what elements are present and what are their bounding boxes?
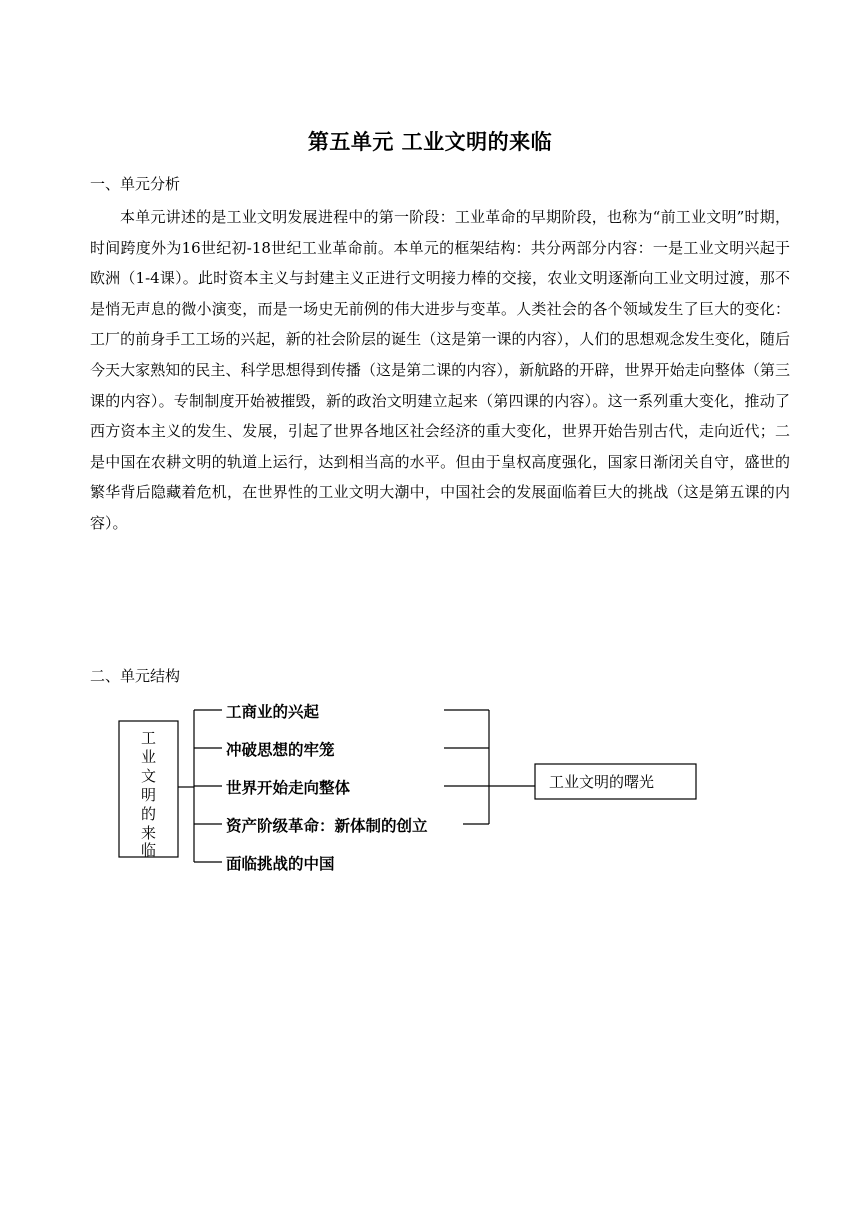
root-char: 业 [140, 748, 157, 766]
page-title: 第五单元 工业文明的来临 [307, 130, 553, 154]
branch-label-revolution: 资产阶级革命：新体制的创立 [226, 817, 428, 835]
root-char: 明 [140, 786, 157, 804]
root-char: 工 [140, 729, 157, 747]
branch-label-commerce: 工商业的兴起 [226, 703, 320, 721]
root-char: 文 [140, 767, 157, 785]
result-label: 工业文明的曙光 [549, 773, 655, 791]
section-heading-analysis: 一、单元分析 [90, 175, 181, 193]
branch-label-china: 面临挑战的中国 [226, 855, 335, 873]
branch-label-world: 世界开始走向整体 [226, 779, 351, 797]
root-char: 临 [140, 841, 157, 859]
section-heading-structure: 二、单元结构 [90, 667, 181, 685]
analysis-paragraph: 本单元讲述的是工业文明发展进程中的第一阶段：工业革命的早期阶段，也称为“前工业文明”时期，时间跨度外为16世纪初-18世纪工业革命前。本单元的框架结构：共分两部分内容：一是工业文明兴起于欧洲（1-4课）。此时资本主义与封建主义正进行文明接力棒的交接，农业文明逐渐向工业文明过渡，那不是悄无声息的微小演变，而是一场史无前例的伟大进步与变革。人类社会的各个领域发生了巨大的变化：工厂的前身手工工场的兴起，新的社会阶层的诞生（这是第一课的内容），人们的思想观念发生变化，随后今天大家熟知的民主、科学思想得到传播（这是第二课的内容），新航路的开辟，世界开始走向整体（第三课的内容）。专制制度开始被摧毁，新的政治文明建立起来（第四课的内容）。这一系列重大变化，推动了西方资本主义的发生、发展，引起了世界各地区社会经济的重大变化，世界开始告别古代，走向近代；二是中国在农耕文明的轨道上运行，达到相当高的水平。但由于皇权高度强化，国家日渐闭关自守，盛世的繁华背后隐藏着危机，在世界性的工业文明大潮中，中国社会的发展面临着巨大的挑战（这是第五课的内容）。 [90, 208, 790, 532]
root-char: 的 [140, 805, 157, 823]
root-label [141, 729, 156, 859]
root-char: 来 [140, 824, 157, 842]
branch-label-thought: 冲破思想的牢笼 [226, 741, 335, 759]
